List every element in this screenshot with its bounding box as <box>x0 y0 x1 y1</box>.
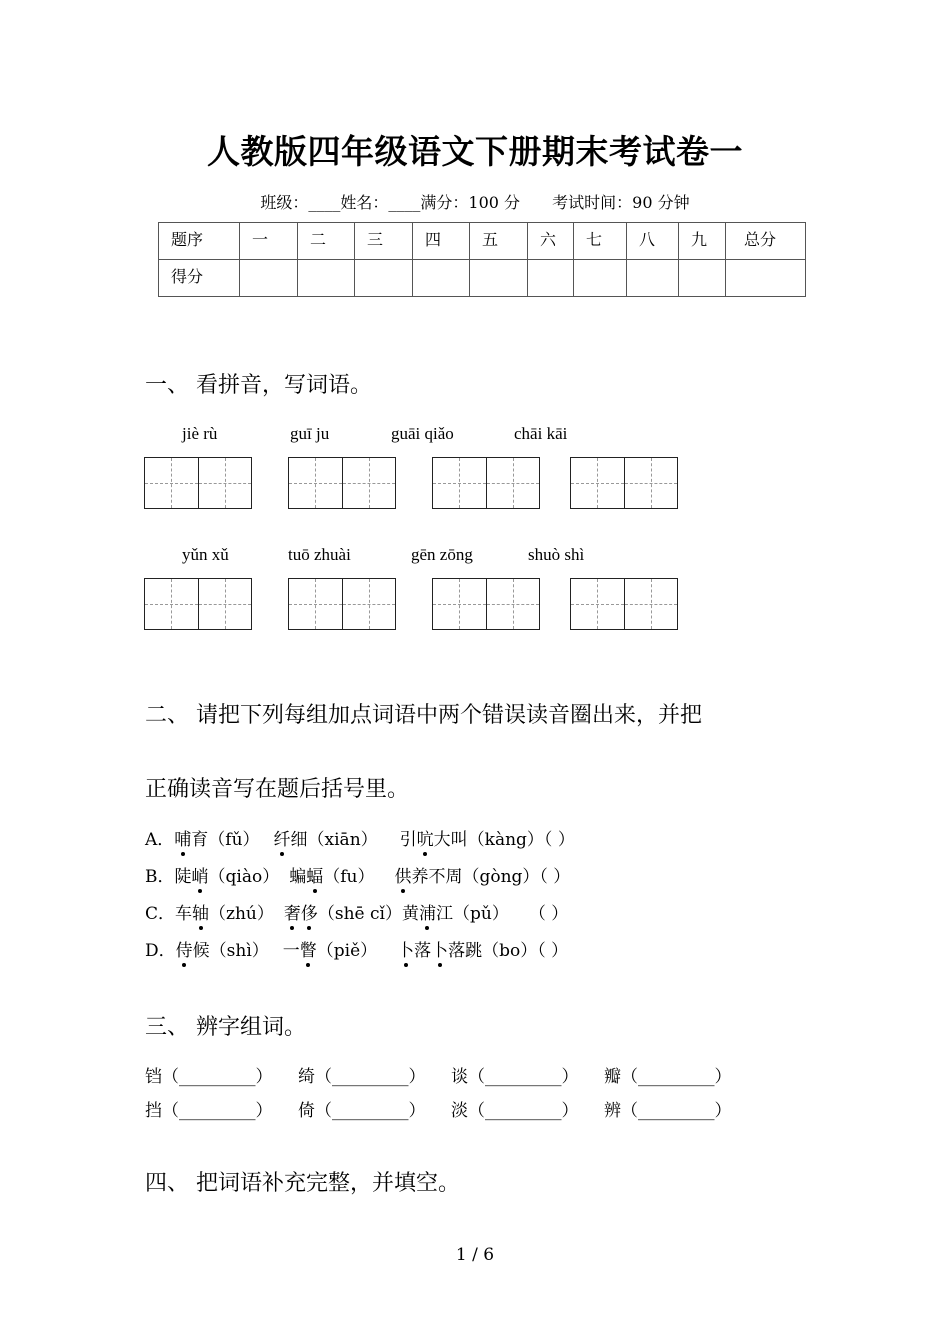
word-blank[interactable]: 倚（_________） <box>298 1101 426 1121</box>
score-cell[interactable] <box>355 260 413 297</box>
score-header-cell: 九 <box>679 223 726 260</box>
score-cell[interactable] <box>240 260 298 297</box>
score-header-cell: 六 <box>528 223 574 260</box>
score-table-row <box>159 260 806 297</box>
pinyin-label: jiè rù <box>182 424 218 443</box>
pinyin-label: gēn zōng <box>411 545 473 564</box>
score-cell[interactable] <box>470 260 528 297</box>
pinyin-label: shuò shì <box>528 545 585 564</box>
score-header-cell: 七 <box>574 223 627 260</box>
exam-info <box>0 190 950 213</box>
writing-grid[interactable] <box>288 457 396 509</box>
page-number: 1 / 6 <box>455 1245 495 1265</box>
score-header-cell: 八 <box>627 223 679 260</box>
writing-grid[interactable] <box>144 578 252 630</box>
score-cell[interactable] <box>627 260 679 297</box>
score-header-cell: 五 <box>470 223 528 260</box>
writing-grid[interactable] <box>144 457 252 509</box>
question-item-d: D．侍候（shì） 一瞥（piě） 卜落卜落跳（bo）（ ） <box>145 941 569 961</box>
writing-grid[interactable] <box>432 578 540 630</box>
section3-heading: 三、 辨字组词。 <box>145 1015 306 1040</box>
word-blank[interactable]: 辨（_________） <box>604 1101 732 1121</box>
answer-blank[interactable]: （ ） <box>539 867 571 887</box>
word-blank[interactable]: 淡（_________） <box>451 1101 579 1121</box>
score-header-cell: 题序 <box>159 223 240 260</box>
writing-grid[interactable] <box>288 578 396 630</box>
word-blank[interactable]: 铛（_________） <box>145 1067 273 1087</box>
section1-heading: 一、 看拼音，写词语。 <box>145 373 372 398</box>
pinyin-label: chāi kāi <box>514 424 568 443</box>
pinyin-label: guī ju <box>290 424 330 443</box>
pinyin-label: tuō zhuài <box>288 545 351 564</box>
section4-heading: 四、 把词语补充完整，并填空。 <box>145 1171 460 1196</box>
writing-grid[interactable] <box>570 457 678 509</box>
score-row-label: 得分 <box>159 260 240 297</box>
page-title: 人教版四年级语文下册期末考试卷一 <box>207 132 743 171</box>
word-blank[interactable]: 瓣（_________） <box>604 1067 732 1087</box>
score-cell[interactable] <box>679 260 726 297</box>
score-header-cell: 二 <box>298 223 355 260</box>
class-name-score: 班级：____姓名：____满分：100 分 <box>260 193 521 212</box>
answer-blank[interactable]: （ ） <box>543 830 575 850</box>
score-cell[interactable] <box>298 260 355 297</box>
score-cell[interactable] <box>528 260 574 297</box>
score-table <box>158 222 806 297</box>
score-header-cell: 四 <box>413 223 470 260</box>
answer-blank[interactable]: （ ） <box>528 904 569 924</box>
question-item-b: B．陡峭（qiào） 蝙蝠（fu） 供养不周（gòng）（ ） <box>145 867 571 887</box>
word-blank[interactable]: 绮（_________） <box>298 1067 426 1087</box>
writing-grid[interactable] <box>570 578 678 630</box>
score-table-header <box>159 223 806 260</box>
score-header-cell: 三 <box>355 223 413 260</box>
score-cell[interactable] <box>574 260 627 297</box>
score-cell[interactable] <box>413 260 470 297</box>
exam-time: 考试时间：90 分钟 <box>552 193 690 212</box>
word-blank[interactable]: 谈（_________） <box>451 1067 579 1087</box>
pinyin-label: guāi qiǎo <box>391 424 454 443</box>
score-header-cell: 一 <box>240 223 298 260</box>
question-item-c: C．车轴（zhú） 奢侈（shē cǐ）黄浦江（pǔ） （ ） <box>145 904 569 924</box>
answer-blank[interactable]: （ ） <box>537 941 569 961</box>
pinyin-label: yǔn xǔ <box>182 545 229 564</box>
section2-heading-cont: 正确读音写在题后括号里。 <box>145 777 410 802</box>
writing-grid[interactable] <box>432 457 540 509</box>
word-blank[interactable]: 挡（_________） <box>145 1101 273 1121</box>
question-item-a: A．哺育（fǔ） 纤细（xiān） 引吭大叫（kàng）（ ） <box>145 830 575 850</box>
score-header-cell: 总分 <box>726 223 806 260</box>
section2-heading: 二、 请把下列每组加点词语中两个错误读音圈出来，并把 <box>145 703 702 728</box>
score-cell[interactable] <box>726 260 806 297</box>
